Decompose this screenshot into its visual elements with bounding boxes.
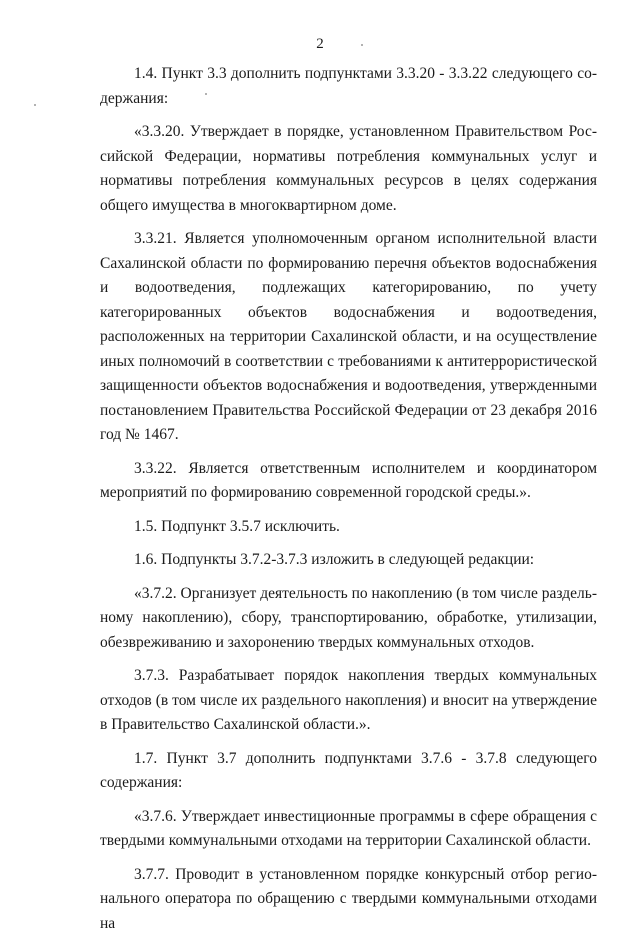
paragraph-1-6: 1.6. Подпункты 3.7.2-3.7.3 изложить в следующей редакции: xyxy=(100,548,597,573)
paragraph-3-3-20: «3.3.20. Утверждает в порядке, установленном Правительством Российской Федерации, нормативы потребления коммунальных услуг и нормативы потребления коммунальных ресурсов в целях содержания общего имущества в многоквартирном доме. xyxy=(100,120,597,218)
paragraph-3-7-6: «3.7.6. Утверждает инвестиционные программы в сфере обращения с твердыми коммунальными отходами на территории Сахалинской области. xyxy=(100,805,597,854)
paragraph-3-3-22: 3.3.22. Является ответственным исполнителем и координатором мероприятий по формированию современной городской среды.». xyxy=(100,457,597,506)
paragraph-1-4: 1.4. Пункт 3.3 дополнить подпунктами 3.3.20 - 3.3.22 следующего содержания: xyxy=(100,62,597,111)
paragraph-3-7-7: 3.7.7. Проводит в установленном порядке конкурсный отбор регионального оператора по обращению с твердыми коммунальными отходами на xyxy=(100,863,597,936)
paragraph-3-7-2: «3.7.2. Организует деятельность по накоплению (в том числе раздельному накоплению), сбору, транспортированию, обработке, утилизации, обезвреживанию и захоронению твердых коммунальных отходов. xyxy=(100,582,597,656)
document-body xyxy=(100,62,597,936)
scan-speck xyxy=(34,104,36,106)
paragraph-1-7: 1.7. Пункт 3.7 дополнить подпунктами 3.7.6 - 3.7.8 следующего содержания: xyxy=(100,747,597,796)
paragraph-3-3-21: 3.3.21. Является уполномоченным органом исполнительной власти Сахалинской области по формированию перечня объектов водоснабжения и водоотведения, подлежащих категорированию, по учету категорированных объектов водоснабжения и водоотведения, расположенных на территории Сахалинской области, и на осуществление иных полномочий в соответствии с требованиями к антитеррористической защищенности объектов водоснабжения и водоотведения, утвержденными постановлением Правительства Российской Федерации от 23 декабря 2016 год № 1467. xyxy=(100,227,597,448)
paragraph-3-7-3: 3.7.3. Разрабатывает порядок накопления твердых коммунальных отходов (в том числе их раздельного накопления) и вносит на утверждение в Правительство Сахалинской области.». xyxy=(100,664,597,738)
paragraph-1-5: 1.5. Подпункт 3.5.7 исключить. xyxy=(100,515,597,540)
page-number: 2 xyxy=(0,36,640,53)
scan-speck xyxy=(361,44,363,46)
scan-speck xyxy=(205,93,207,95)
